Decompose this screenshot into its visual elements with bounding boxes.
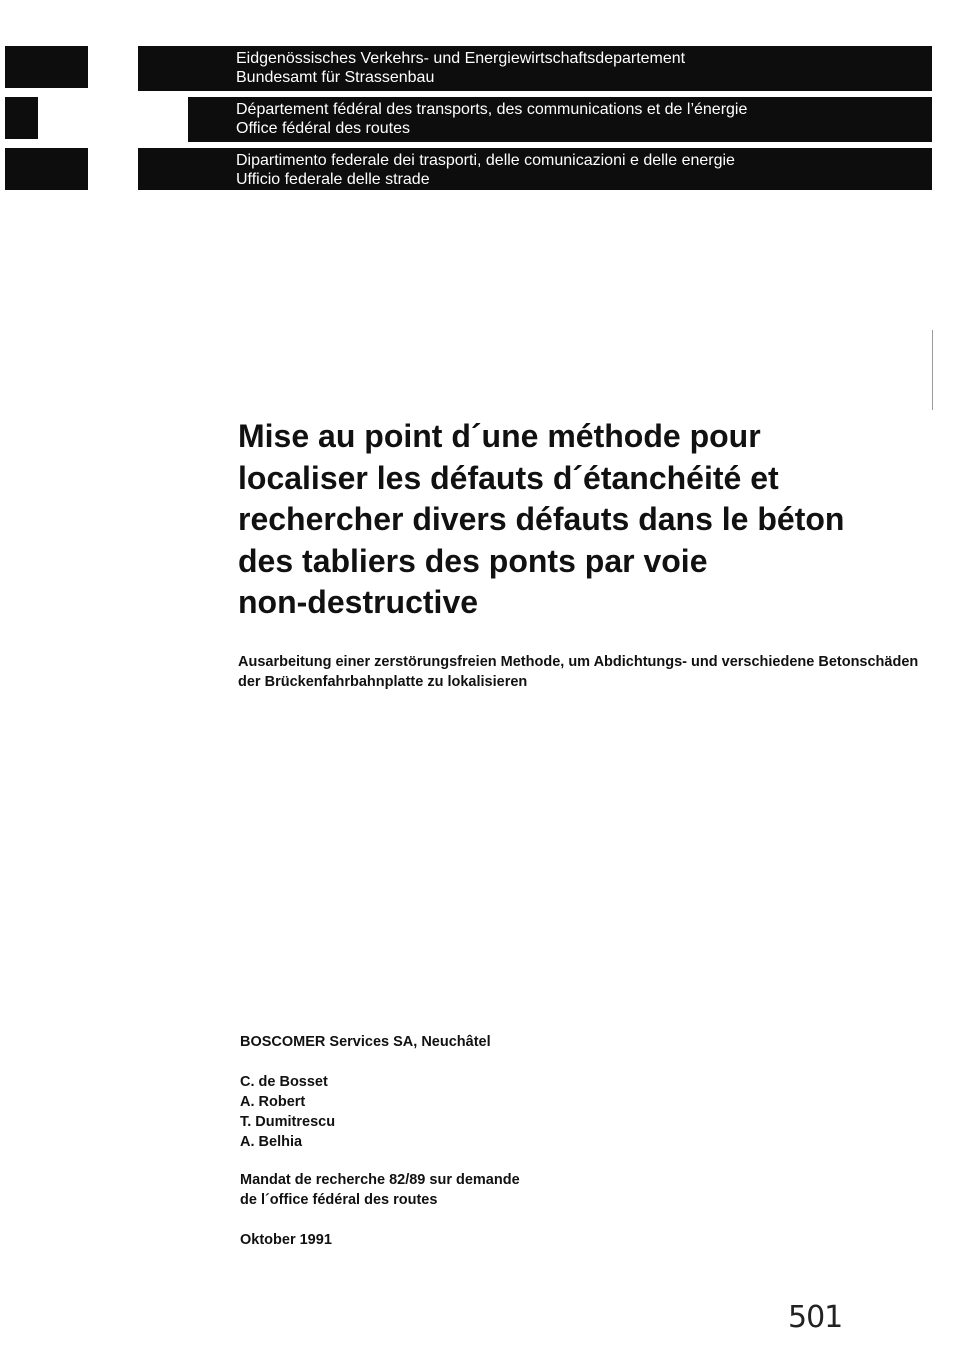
title-line: Mise au point d´une méthode pour <box>238 418 761 454</box>
title-line: rechercher divers défauts dans le béton <box>238 501 845 537</box>
publication-date: Oktober 1991 <box>240 1232 332 1248</box>
handwritten-page-number: 501 <box>788 1300 843 1335</box>
author-name: C. de Bosset <box>240 1074 328 1090</box>
department-name: Dipartimento federale dei trasporti, delle comunicazioni e delle energie <box>236 152 735 169</box>
scan-edge-line <box>932 330 933 410</box>
author-name: A. Robert <box>240 1094 306 1110</box>
office-name: Office fédéral des routes <box>236 120 411 137</box>
mandate-line: de l´office fédéral des routes <box>240 1192 438 1208</box>
title-line: des tabliers des ponts par voie <box>238 542 708 579</box>
document-title <box>238 416 938 624</box>
office-name: Bundesamt für Strassenbau <box>236 69 435 86</box>
logo-block-bottom <box>5 148 88 190</box>
department-name: Département fédéral des transports, des communications et de l’énergie <box>236 101 748 118</box>
document-subtitle: Ausarbeitung einer zerstörungsfreien Methode, um Abdichtungs- und verschiedene Betonschäden der Brückenfahrbahnplatte zu lokalisieren <box>238 654 919 690</box>
author-list <box>240 1072 335 1152</box>
department-band-german <box>138 46 932 91</box>
company-name: BOSCOMER Services SA, Neuchâtel <box>240 1034 491 1050</box>
office-name: Ufficio federale delle strade <box>236 171 430 188</box>
author-name: T. Dumitrescu <box>240 1114 336 1130</box>
logo-block-middle <box>5 97 38 139</box>
department-band-italian <box>138 148 932 190</box>
author-name: A. Belhia <box>240 1134 303 1150</box>
department-name: Eidgenössisches Verkehrs- und Energiewirtschaftsdepartement <box>236 50 686 67</box>
department-band-french <box>188 97 932 142</box>
title-line: localiser les défauts d´étanchéité et <box>238 459 779 496</box>
research-mandate <box>240 1170 520 1210</box>
logo-block-top <box>5 46 88 88</box>
title-line: non-destructive <box>238 584 479 620</box>
mandate-line: Mandat de recherche 82/89 sur demande <box>240 1172 520 1188</box>
